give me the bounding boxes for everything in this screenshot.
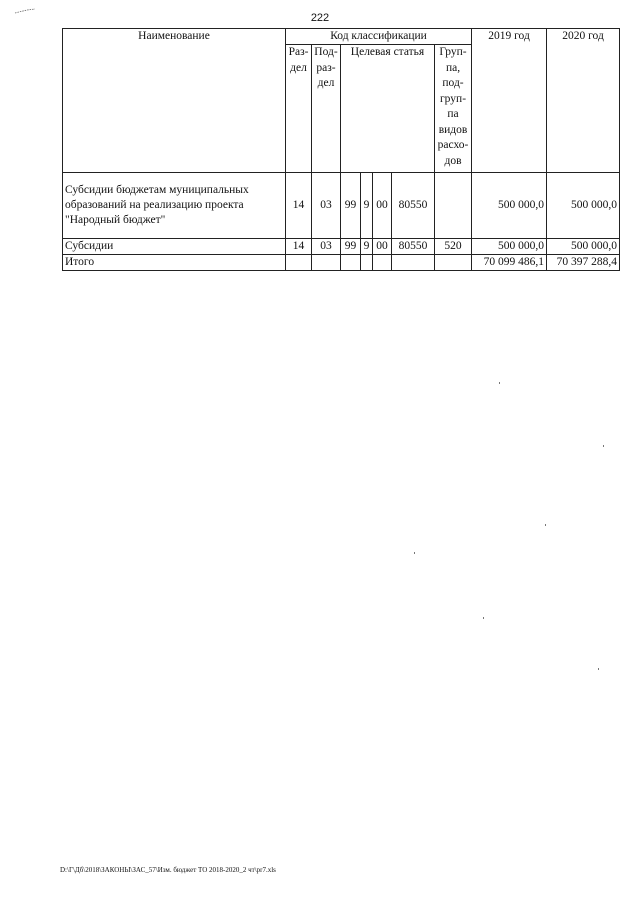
total-label: Итого [63,255,286,271]
row-razdel: 14 [286,239,312,255]
scan-speck [499,382,500,384]
row-target-direction: 80550 [392,239,435,255]
header-group: Груп- па, под- груп- па видов расхо- дов [435,45,472,173]
row-value-2020: 500 000,0 [547,239,620,255]
table-row [63,173,620,239]
scan-speck [545,524,546,526]
scan-speck [598,668,599,670]
row-name: Субсидии бюджетам муниципальных образований на реализацию проекта "Народный бюджет" [63,173,286,239]
row-value-2019: 500 000,0 [472,173,547,239]
total-value-2020: 70 397 288,4 [547,255,620,271]
row-value-2019: 500 000,0 [472,239,547,255]
row-value-2020: 500 000,0 [547,173,620,239]
header-year-2019: 2019 год [472,29,547,173]
row-target-program: 99 [341,173,361,239]
scan-speck [414,552,415,554]
header-code-group: Код классификации [286,29,472,45]
row-podrazdel: 03 [312,239,341,255]
file-path-footer: D:\Г\Дб\2018\ЗАКОНЫ\ЗАС_57\Изм. бюджет ТО 2018-2020_2 чт\pr7.xls [60,866,276,874]
row-target-main: 00 [373,239,392,255]
budget-table [62,28,620,271]
scan-mark-icon [14,8,36,14]
row-target-program: 99 [341,239,361,255]
table-row [63,239,620,255]
total-row [63,255,620,271]
header-target: Целевая статья [341,45,435,173]
row-name: Субсидии [63,239,286,255]
scan-speck [603,445,604,447]
header-name: Наименование [63,29,286,173]
header-row-1 [63,29,620,45]
row-razdel: 14 [286,173,312,239]
row-target-main: 00 [373,173,392,239]
row-group: 520 [435,239,472,255]
row-group [435,173,472,239]
header-razdel: Раз- дел [286,45,312,173]
total-value-2019: 70 099 486,1 [472,255,547,271]
row-target-subprogram: 9 [361,173,373,239]
row-podrazdel: 03 [312,173,341,239]
row-target-direction: 80550 [392,173,435,239]
page-number: 222 [310,12,330,24]
scan-speck [483,617,484,619]
header-year-2020: 2020 год [547,29,620,173]
header-podrazdel: Под- раз- дел [312,45,341,173]
row-target-subprogram: 9 [361,239,373,255]
